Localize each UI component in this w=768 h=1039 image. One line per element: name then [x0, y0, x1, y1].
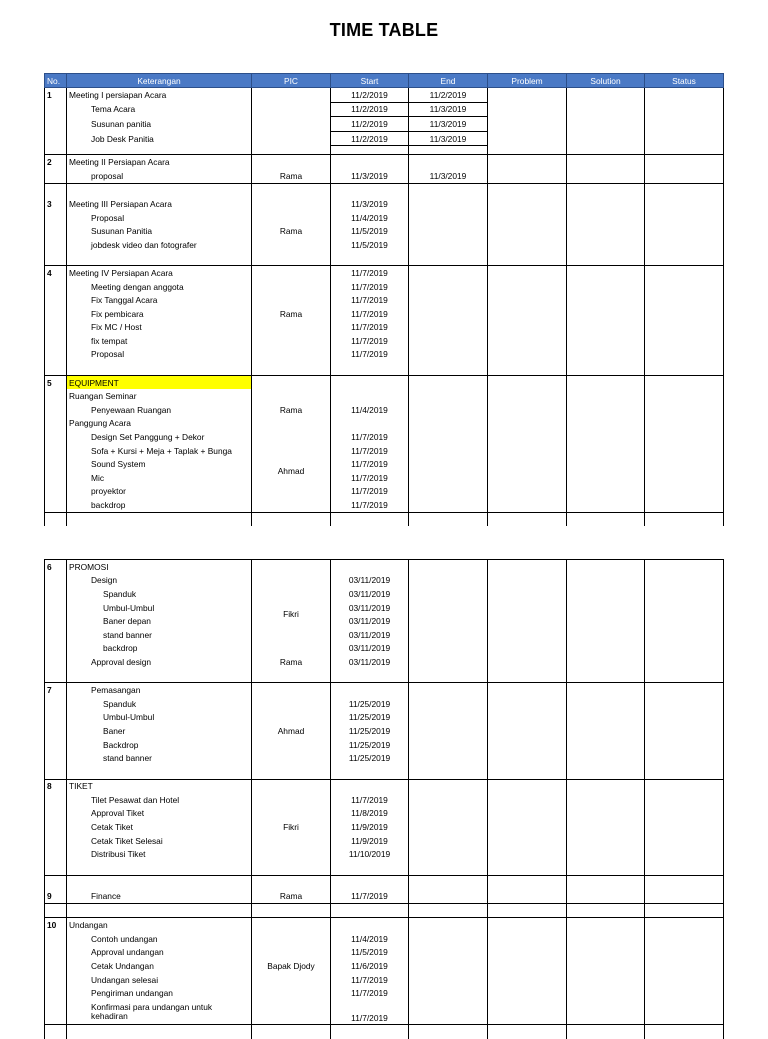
row-start: 11/5/2019 [331, 946, 409, 960]
table-row [45, 779, 724, 793]
table-row [45, 918, 724, 932]
row-keterangan: stand banner [67, 751, 252, 765]
page-title: TIME TABLE [329, 20, 439, 40]
row-start: 11/8/2019 [331, 807, 409, 821]
row-keterangan: Spanduk [67, 587, 252, 601]
table-row [45, 131, 724, 146]
table-row [45, 986, 724, 1000]
row-end: 11/3/2019 [409, 102, 488, 117]
row-keterangan: Proposal [67, 211, 252, 225]
row-start: 11/7/2019 [331, 973, 409, 987]
table-row [45, 348, 724, 362]
table-row [45, 88, 724, 103]
row-start: 11/4/2019 [331, 932, 409, 946]
row-no: 7 [45, 683, 67, 697]
table-row [45, 102, 724, 117]
row-start: 11/25/2019 [331, 751, 409, 765]
row-keterangan: Pengiriman undangan [67, 986, 252, 1000]
row-pic: Rama [252, 655, 331, 669]
blank-row [45, 1025, 724, 1039]
row-keterangan: Contoh undangan [67, 932, 252, 946]
row-keterangan: Fix Tanggal Acara [67, 293, 252, 307]
row-keterangan: fix tempat [67, 334, 252, 348]
row-keterangan: Meeting dengan anggota [67, 280, 252, 294]
header-pic: PIC [252, 74, 331, 88]
blank-row [45, 252, 724, 266]
header-no: No. [45, 74, 67, 88]
row-keterangan: Susunan Panitia [67, 224, 252, 238]
blank-row [45, 765, 724, 779]
row-start: 03/11/2019 [331, 642, 409, 656]
table-row [45, 574, 724, 588]
row-keterangan: Meeting II Persiapan Acara [67, 155, 252, 169]
row-end: 11/2/2019 [409, 88, 488, 103]
row-pic: Fikri [252, 793, 331, 861]
row-start: 03/11/2019 [331, 655, 409, 669]
row-keterangan: Sound System [67, 457, 252, 471]
row-start: 11/7/2019 [331, 321, 409, 335]
row-keterangan: Penyewaan Ruangan [67, 403, 252, 417]
row-start: 11/7/2019 [331, 293, 409, 307]
table-row [45, 560, 724, 574]
table-row [45, 321, 724, 335]
table-row [45, 834, 724, 848]
row-start: 11/7/2019 [331, 986, 409, 1000]
row-keterangan: Proposal [67, 348, 252, 362]
row-no: 5 [45, 375, 67, 389]
header-start: Start [331, 74, 409, 88]
row-keterangan: Cetak Undangan [67, 959, 252, 973]
header-end: End [409, 74, 488, 88]
blank-row [45, 669, 724, 683]
row-keterangan: backdrop [67, 642, 252, 656]
row-pic: Rama [252, 403, 331, 417]
table-row [45, 642, 724, 656]
row-start: 11/4/2019 [331, 403, 409, 417]
row-keterangan: Tema Acara [67, 102, 252, 117]
blank-row [45, 875, 724, 889]
row-start: 11/3/2019 [331, 197, 409, 211]
row-keterangan: Fix MC / Host [67, 321, 252, 335]
table-row [45, 307, 724, 321]
row-keterangan: Fix pembicara [67, 307, 252, 321]
row-keterangan: Pemasangan [67, 683, 252, 697]
row-start: 03/11/2019 [331, 601, 409, 615]
row-keterangan: Baner [67, 724, 252, 738]
row-start: 11/7/2019 [331, 498, 409, 512]
row-keterangan: proposal [67, 169, 252, 183]
row-keterangan: backdrop [67, 498, 252, 512]
row-keterangan: TIKET [67, 779, 252, 793]
row-keterangan: Ruangan Seminar [67, 389, 252, 403]
blank-row [45, 903, 724, 918]
row-start: 11/7/2019 [331, 334, 409, 348]
row-start: 11/7/2019 [331, 471, 409, 485]
table-row [45, 498, 724, 512]
row-keterangan: Panggung Acara [67, 417, 252, 431]
row-pic: Bapak Djody [252, 932, 331, 1000]
row-keterangan: Undangan selesai [67, 973, 252, 987]
table-row [45, 444, 724, 458]
row-keterangan: Umbul-Umbul [67, 601, 252, 615]
table-row [45, 697, 724, 711]
row-start: 11/4/2019 [331, 211, 409, 225]
row-no: 1 [45, 88, 67, 103]
row-keterangan: Meeting III Persiapan Acara [67, 197, 252, 211]
row-keterangan: Approval undangan [67, 946, 252, 960]
row-no: 3 [45, 197, 67, 211]
table-row [45, 1000, 724, 1025]
table-row [45, 614, 724, 628]
row-start: 11/5/2019 [331, 238, 409, 252]
row-no: 10 [45, 918, 67, 932]
row-start: 03/11/2019 [331, 574, 409, 588]
table-row [45, 266, 724, 280]
table-row [45, 211, 724, 225]
table-row [45, 655, 724, 669]
header-solution: Solution [567, 74, 645, 88]
row-start: 11/2/2019 [331, 88, 409, 103]
row-start: 11/9/2019 [331, 834, 409, 848]
row-start: 11/7/2019 [331, 793, 409, 807]
row-start: 11/7/2019 [331, 457, 409, 471]
table-row [45, 807, 724, 821]
row-start: 11/25/2019 [331, 697, 409, 711]
row-keterangan: Konfirmasi para undangan untuk kehadiran [67, 1000, 252, 1025]
row-start: 11/3/2019 [331, 169, 409, 183]
row-end: 11/3/2019 [409, 169, 488, 183]
table-row [45, 587, 724, 601]
table-row [45, 293, 724, 307]
row-no: 2 [45, 155, 67, 169]
table-row [45, 946, 724, 960]
row-no: 6 [45, 560, 67, 574]
row-start: 11/7/2019 [331, 430, 409, 444]
table-row [45, 471, 724, 485]
row-keterangan: Umbul-Umbul [67, 711, 252, 725]
row-start: 11/7/2019 [331, 348, 409, 362]
header-row [45, 74, 724, 88]
row-start: 11/25/2019 [331, 711, 409, 725]
row-start: 11/7/2019 [331, 889, 409, 903]
row-start: 11/2/2019 [331, 117, 409, 132]
row-end: 11/3/2019 [409, 131, 488, 146]
row-keterangan: Design [67, 574, 252, 588]
timetable-part-1 [44, 73, 724, 526]
table-row [45, 485, 724, 499]
row-pic: Rama [252, 889, 331, 903]
row-start: 11/2/2019 [331, 131, 409, 146]
row-keterangan: Undangan [67, 918, 252, 932]
row-start: 11/7/2019 [331, 307, 409, 321]
row-keterangan: Cetak Tiket [67, 820, 252, 834]
equipment-label: EQUIPMENT [67, 375, 252, 389]
row-start: 11/7/2019 [331, 485, 409, 499]
table-row [45, 973, 724, 987]
table-row [45, 711, 724, 725]
table-row [45, 959, 724, 973]
table-row [45, 155, 724, 169]
row-pic: Ahmad [252, 697, 331, 765]
row-keterangan: Approval design [67, 655, 252, 669]
header-status: Status [645, 74, 724, 88]
row-keterangan: Mic [67, 471, 252, 485]
row-start: 11/9/2019 [331, 820, 409, 834]
row-keterangan: Design Set Panggung + Dekor [67, 430, 252, 444]
row-keterangan: Spanduk [67, 697, 252, 711]
row-start: 03/11/2019 [331, 614, 409, 628]
row-keterangan: Approval Tiket [67, 807, 252, 821]
row-start: 11/7/2019 [331, 280, 409, 294]
table-row [45, 793, 724, 807]
row-start: 11/7/2019 [331, 1000, 409, 1025]
blank-row [45, 183, 724, 197]
header-keterangan: Keterangan [67, 74, 252, 88]
row-keterangan: Cetak Tiket Selesai [67, 834, 252, 848]
row-keterangan: Distribusi Tiket [67, 847, 252, 861]
row-start: 11/7/2019 [331, 266, 409, 280]
row-start: 11/7/2019 [331, 444, 409, 458]
row-no: 9 [45, 889, 67, 903]
row-keterangan: Meeting I persiapan Acara [67, 88, 252, 103]
table-row [45, 457, 724, 471]
table-row [45, 375, 724, 389]
row-start: 11/6/2019 [331, 959, 409, 973]
table-row [45, 889, 724, 903]
row-start: 11/25/2019 [331, 738, 409, 752]
row-keterangan: Backdrop [67, 738, 252, 752]
timetable-part-2 [44, 559, 724, 1039]
table-row [45, 403, 724, 417]
blank-row [45, 861, 724, 875]
row-pic: Fikri [252, 574, 331, 656]
table-row [45, 238, 724, 252]
row-pic: Rama [252, 197, 331, 265]
table-row [45, 430, 724, 444]
row-keterangan: Job Desk Panitia [67, 131, 252, 146]
blank-row [45, 361, 724, 375]
row-end: 11/3/2019 [409, 117, 488, 132]
row-start: 03/11/2019 [331, 587, 409, 601]
row-pic: Rama [252, 266, 331, 362]
row-keterangan: Finance [67, 889, 252, 903]
table-row [45, 932, 724, 946]
row-start: 11/2/2019 [331, 102, 409, 117]
table-row [45, 751, 724, 765]
row-keterangan: Tilet Pesawat dan Hotel [67, 793, 252, 807]
table-row [45, 280, 724, 294]
table-row [45, 417, 724, 431]
row-keterangan: stand banner [67, 628, 252, 642]
table-row [45, 738, 724, 752]
row-no: 4 [45, 266, 67, 280]
row-keterangan: proyektor [67, 485, 252, 499]
table-row [45, 224, 724, 238]
row-keterangan: PROMOSI [67, 560, 252, 574]
table-row [45, 389, 724, 403]
table-row [45, 847, 724, 861]
row-keterangan: jobdesk video dan fotografer [67, 238, 252, 252]
row-no: 8 [45, 779, 67, 793]
row-start: 03/11/2019 [331, 628, 409, 642]
row-keterangan: Sofa + Kursi + Meja + Taplak + Bunga [67, 444, 252, 458]
header-problem: Problem [488, 74, 567, 88]
table-row [45, 197, 724, 211]
blank-row [45, 512, 724, 526]
row-pic: Ahmad [252, 430, 331, 512]
row-pic [252, 88, 331, 155]
table-row [45, 334, 724, 348]
table-row [45, 117, 724, 132]
table-row [45, 724, 724, 738]
table-row [45, 820, 724, 834]
row-keterangan: Baner depan [67, 614, 252, 628]
table-row [45, 683, 724, 697]
row-start: 11/10/2019 [331, 847, 409, 861]
table-row [45, 628, 724, 642]
row-keterangan: Susunan panitia [67, 117, 252, 132]
table-row [45, 601, 724, 615]
row-start: 11/25/2019 [331, 724, 409, 738]
row-start: 11/5/2019 [331, 224, 409, 238]
table-row [45, 169, 724, 183]
blank-row [45, 146, 724, 155]
row-pic: Rama [252, 169, 331, 183]
row-keterangan: Meeting IV Persiapan Acara [67, 266, 252, 280]
